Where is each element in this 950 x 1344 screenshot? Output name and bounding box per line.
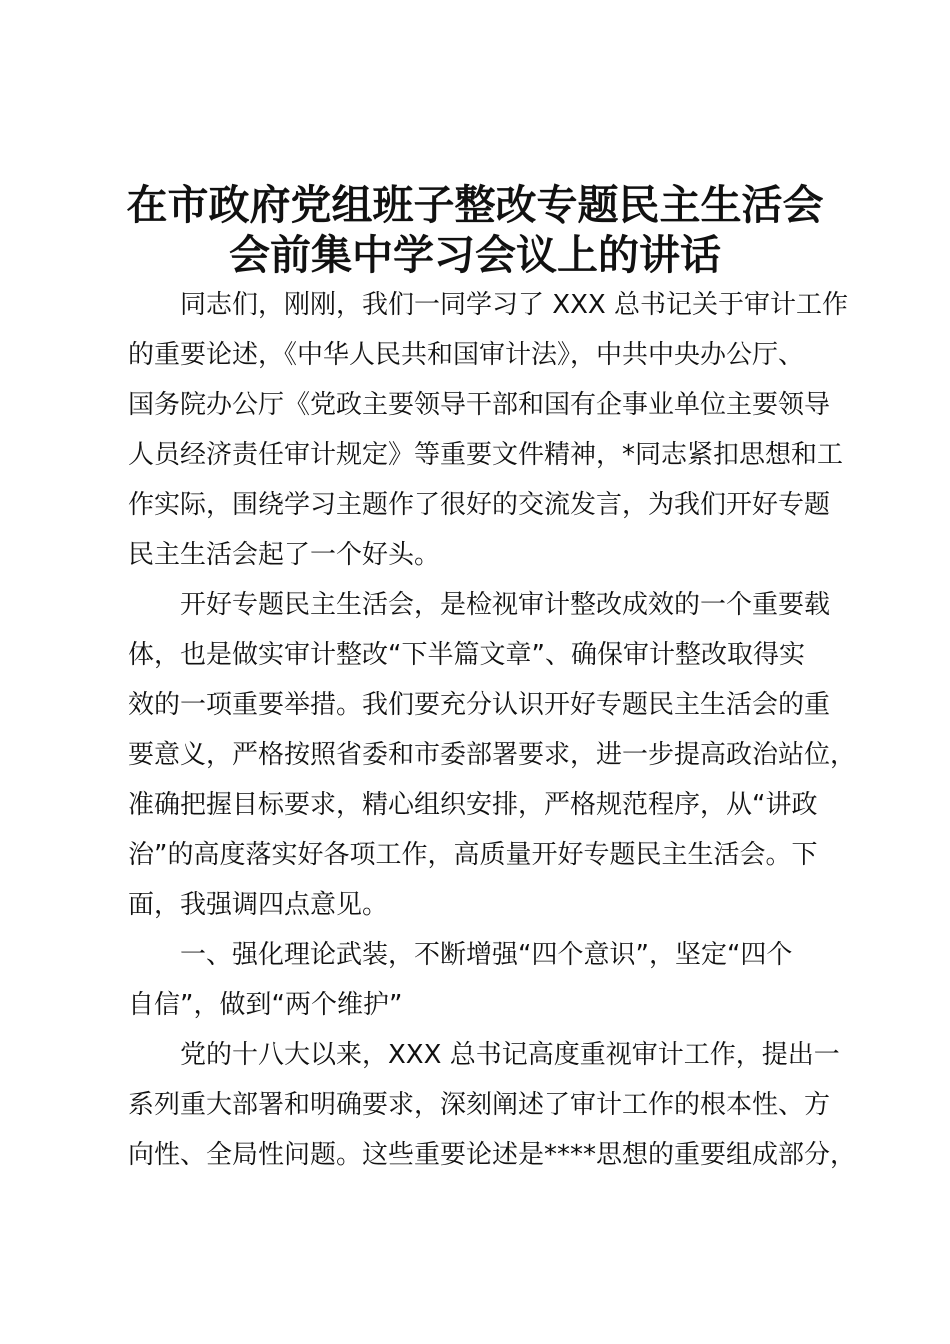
document-title-line-2: 会前集中学习会议上的讲话 [229,231,721,279]
paragraph-line: 准确把握目标要求，精心组织安排，严格规范程序，从“讲政 [128,790,818,820]
document-body [128,280,857,1180]
paragraph-line: 党的十八大以来，XXX 总书记高度重视审计工作，提出一 [180,1040,840,1070]
paragraph-3 [128,1030,857,1180]
paragraph-line: 系列重大部署和明确要求，深刻阐述了审计工作的根本性、方 [128,1090,831,1120]
heading-line: 一、强化理论武装，不断增强“四个意识”，坚定“四个 [180,940,793,970]
paragraph-line: 民主生活会起了一个好头。 [128,540,441,570]
paragraph-line: 国务院办公厅《党政主要领导干部和国有企事业单位主要领导 [128,390,831,420]
section-heading-1 [128,930,854,1030]
paragraph-1 [128,280,854,580]
paragraph-line: 同志们，刚刚，我们一同学习了 XXX 总书记关于审计工作 [180,290,848,320]
document-title-line-1: 在市政府党组班子整改专题民主生活会 [126,181,824,229]
paragraph-line: 体，也是做实审计整改“下半篇文章”、确保审计整改取得实 [128,640,805,670]
paragraph-line: 要意义，严格按照省委和市委部署要求，进一步提高政治站位， [128,740,857,770]
paragraph-line: 作实际，围绕学习主题作了很好的交流发言，为我们开好专题 [128,490,831,520]
paragraph-line: 治”的高度落实好各项工作，高质量开好专题民主生活会。下 [128,840,818,870]
paragraph-line: 的重要论述，《中华人民共和国审计法》，中共中央办公厅、 [128,340,805,370]
heading-line: 自信”，做到“两个维护” [128,990,403,1020]
paragraph-line: 面，我强调四点意见。 [128,890,389,920]
paragraph-line: 人员经济责任审计规定》等重要文件精神，*同志紧扣思想和工 [128,440,844,470]
paragraph-line: 向性、全局性问题。这些重要论述是****思想的重要组成部分， [128,1140,857,1170]
paragraph-2 [128,580,857,930]
paragraph-line: 效的一项重要举措。我们要充分认识开好专题民主生活会的重 [128,690,831,720]
paragraph-line: 开好专题民主生活会，是检视审计整改成效的一个重要载 [180,590,831,620]
